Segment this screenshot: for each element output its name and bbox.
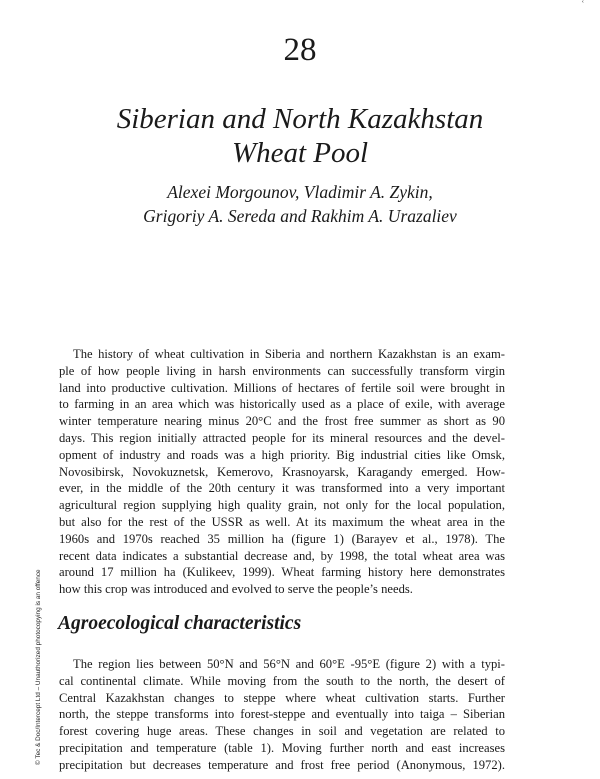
paragraph-line: agricultural region supplying high quality grain, not only for the local population, <box>59 498 505 513</box>
paragraph-line: 1960s and 1970s reached 35 million ha (figure 1) (Barayev et al., 1978). The <box>59 531 505 546</box>
paragraph-line: The history of wheat cultivation in Siberia and northern Kazakhstan is an exam- <box>73 347 505 361</box>
corner-mark: ʿ <box>581 0 585 11</box>
paragraph-line: land into productive cultivation. Millions of hectares of fertile soil were brought in <box>59 380 505 395</box>
paragraph-line: north, the steppe transforms into forest-steppe and eventually into taiga – Siberian <box>59 707 505 722</box>
paragraph-line: precipitation and temperature (table 1). Moving further north and east increases <box>59 740 505 755</box>
paragraph-line: but also for the rest of the USSR as well. At its maximum the wheat area in the <box>59 514 505 529</box>
chapter-title-line: Siberian and North Kazakhstan <box>116 103 484 135</box>
chapter-title-line: Wheat Pool <box>231 137 369 169</box>
chapter-title <box>0 102 600 170</box>
paragraph-line: how this crop was introduced and evolved to serve the people’s needs. <box>59 582 413 597</box>
paragraph-line: recent data indicates a substantial decrease and, by 1998, the total wheat area was <box>59 548 505 563</box>
paragraph-line: cal continental climate. While moving from the south to the north, the desert of <box>59 673 505 688</box>
paragraph-line: Novosibirsk, Novokuznetsk, Kemerovo, Krasnoyarsk, Karagandy emerged. How- <box>59 464 505 479</box>
paragraph-line: days. This region initially attracted people for its mineral resources and the devel- <box>59 430 505 445</box>
authors-line: Grigoriy A. Sereda and Rakhim A. Urazaliev <box>143 206 457 226</box>
paragraph-line: to farming in an area which was historically used as a place of exile, with average <box>59 397 505 412</box>
agroecology-paragraph <box>59 656 505 774</box>
paragraph-line: ever, in the middle of the 20th century it was transformed into a very important <box>59 481 505 496</box>
paragraph-line: opment of industry and roads was a high priority. Big industrial cities like Omsk, <box>59 447 505 462</box>
paragraph-line: around 17 million ha (Kulikeev, 1999). Wheat farming history here demonstrates <box>59 565 505 580</box>
intro-paragraph <box>59 346 505 598</box>
authors-line: Alexei Morgounov, Vladimir A. Zykin, <box>167 182 433 202</box>
section-heading: Agroecological characteristics <box>58 613 302 634</box>
paragraph-line: precipitation but decreases temperature and frost free period (Anonymous, 1972). <box>59 757 505 772</box>
chapter-authors <box>0 180 600 228</box>
paragraph-line: ple of how people living in harsh environments can successfully transform virgin <box>59 363 505 378</box>
paragraph-line: Central Kazakhstan changes to steppe where wheat cultivation starts. Further <box>59 690 505 705</box>
copyright-notice: © Tec & Doc/Intercept Ltd – Unauthorized photocopying is an offence <box>35 569 42 765</box>
paragraph-line: winter temperature nearing minus 20°C and the frost free summer as short as 90 <box>59 414 505 429</box>
paragraph-line: forest covering huge areas. These changes in soil and vegetation are related to <box>59 724 505 739</box>
paragraph-line: The region lies between 50°N and 56°N and 60°E -95°E (figure 2) with a typi- <box>73 657 505 671</box>
chapter-number: 28 <box>283 32 317 68</box>
